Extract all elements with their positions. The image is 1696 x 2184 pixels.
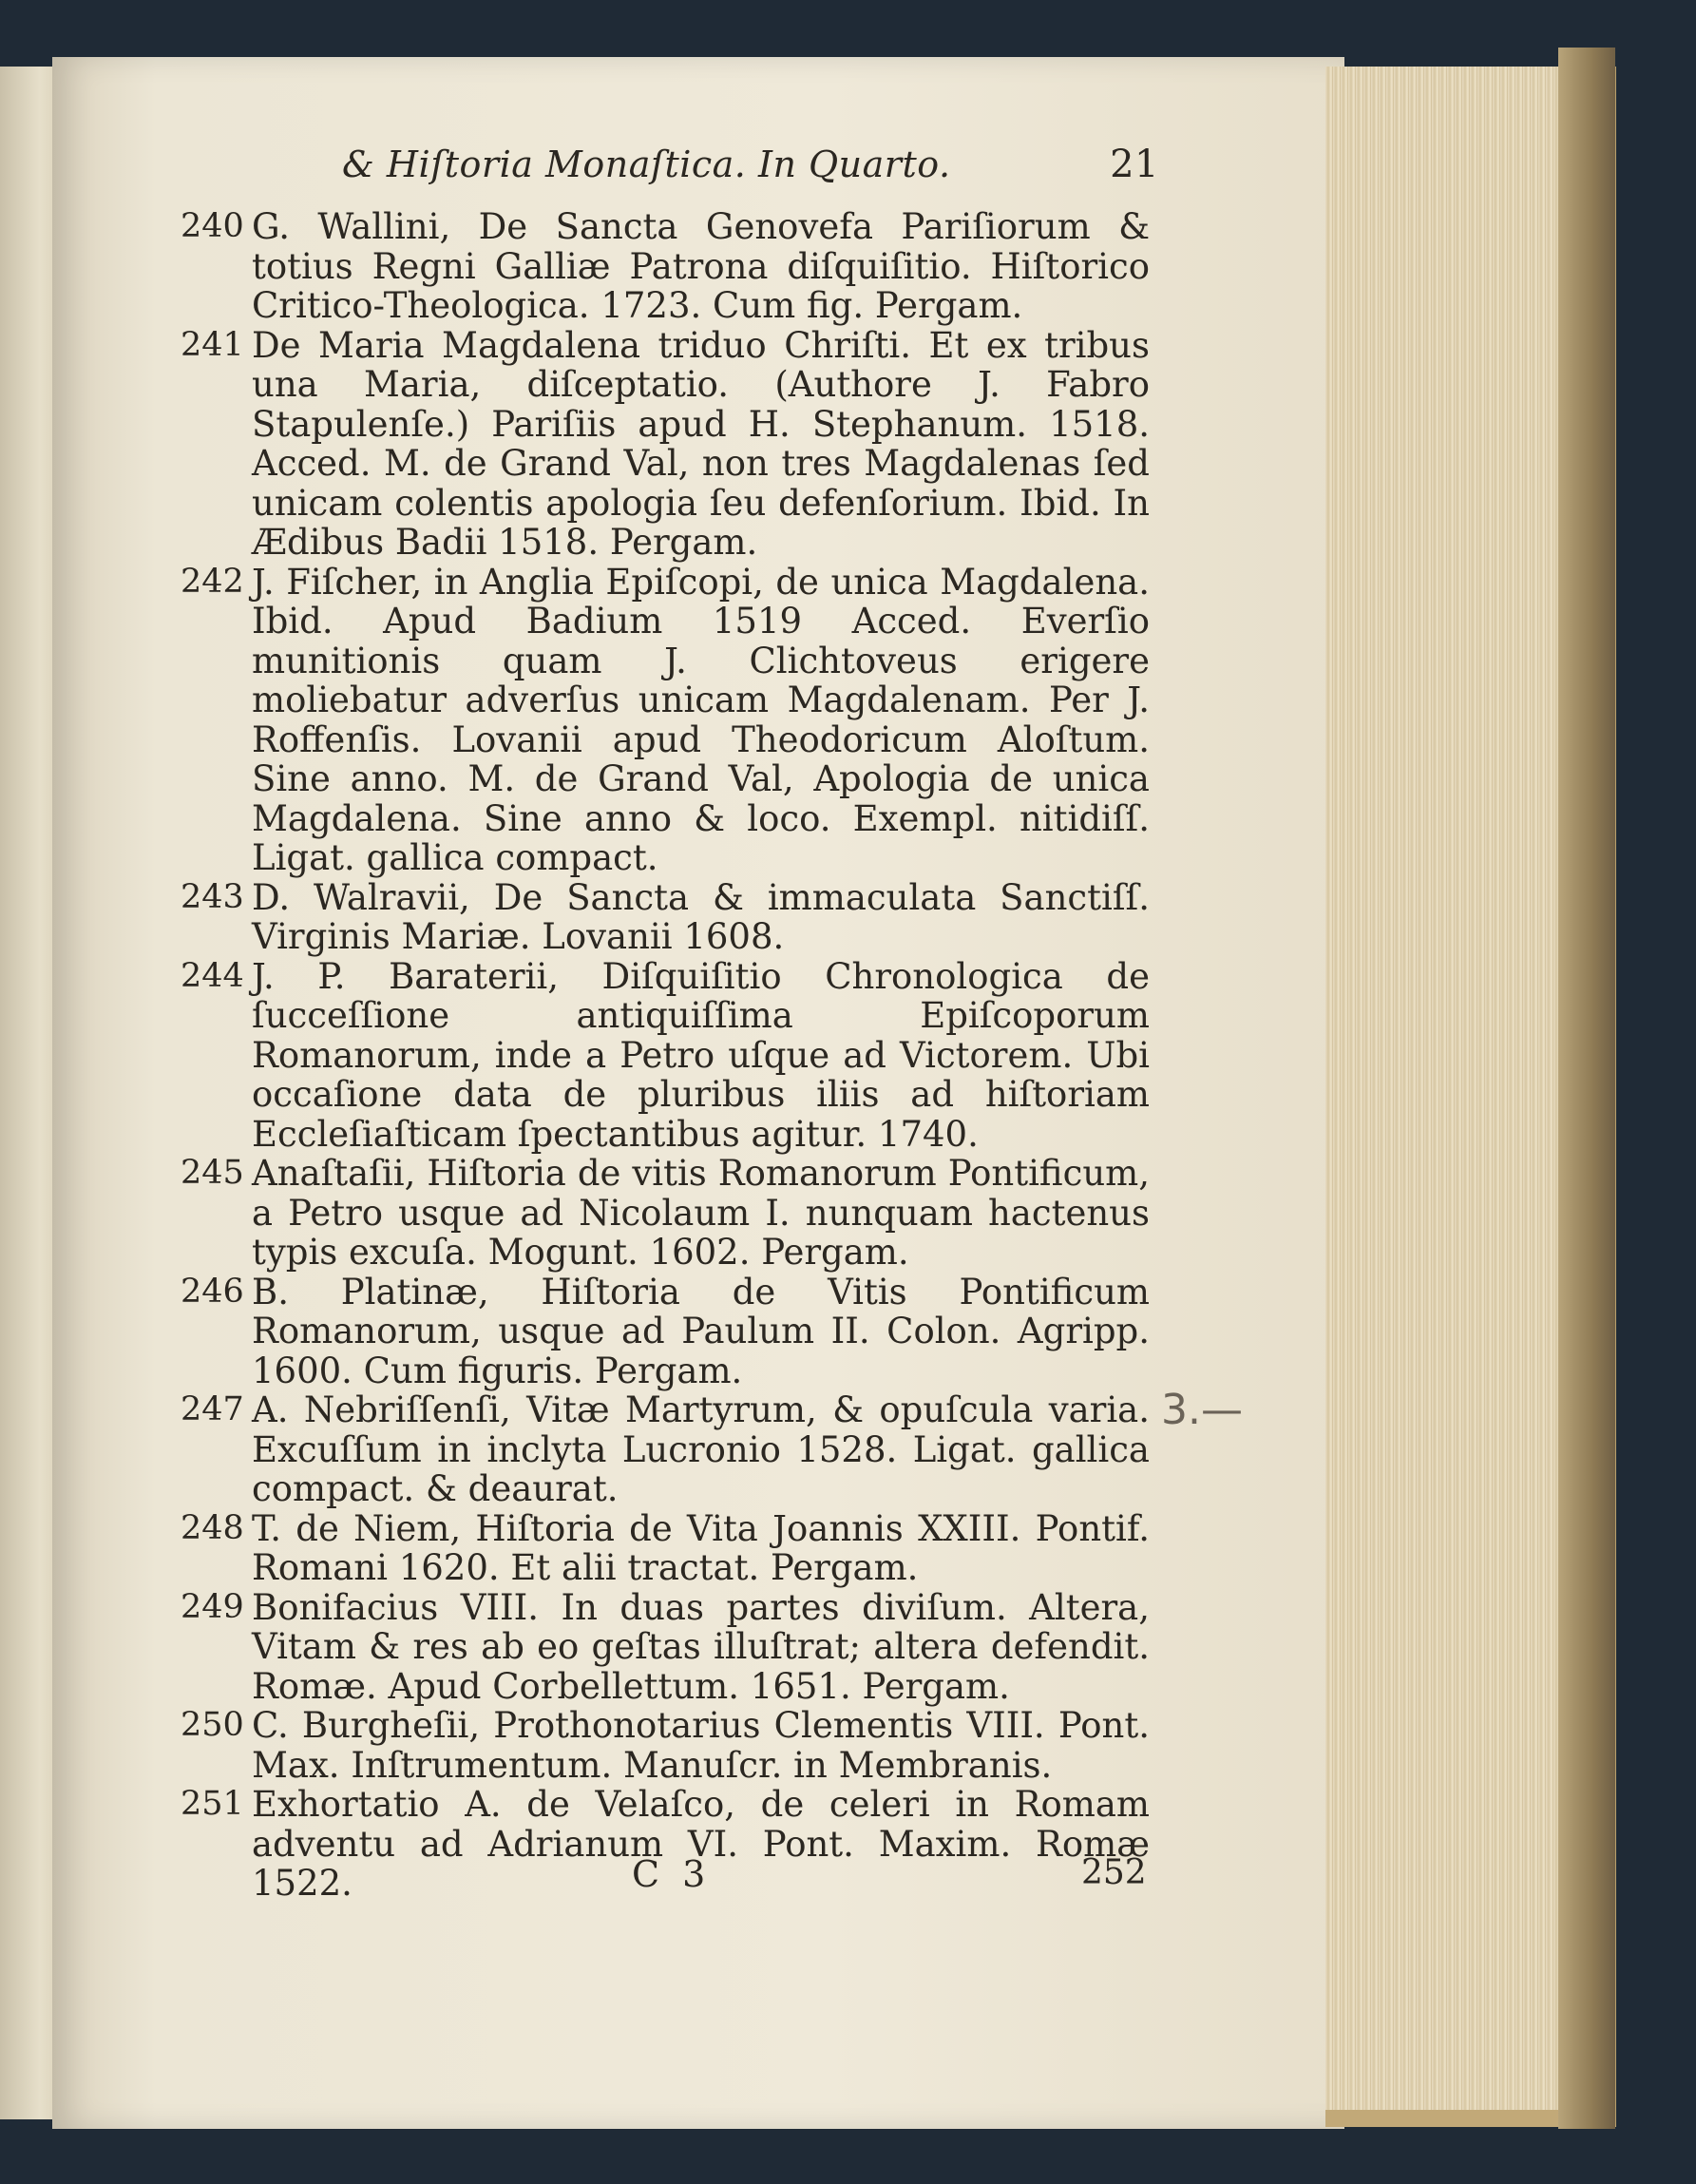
- entry-number: 249: [181, 1587, 244, 1626]
- running-head-title: & Hiſtoria Monaſtica. In Quarto.: [342, 144, 951, 185]
- catchword: 252: [1081, 1853, 1147, 1892]
- entry-number: 243: [181, 877, 244, 916]
- catalogue-entry: [181, 957, 1150, 1155]
- entry-number: 246: [181, 1272, 244, 1311]
- catalogue-entry: [181, 1154, 1150, 1273]
- entry-number: 245: [181, 1154, 244, 1192]
- catalogue-entry: [181, 326, 1150, 563]
- entry-text: Anaſtaſii, Hiſtoria de vitis Romanorum Pontificum, a Petro usque ad Nicolaum I. nunquam hactenus typis excuſa. Mogunt. 1602. Pergam.: [252, 1153, 1150, 1273]
- catalogue-entry: [181, 1509, 1150, 1588]
- entry-number: 250: [181, 1706, 244, 1744]
- catalogue-entries: [181, 207, 1150, 1904]
- entry-number: 244: [181, 956, 244, 995]
- signature-mark: C 3: [632, 1853, 712, 1895]
- entry-number: 251: [181, 1785, 244, 1823]
- book-cover-edge: [1558, 48, 1615, 2129]
- catalogue-entry: [181, 207, 1150, 326]
- entry-number: 247: [181, 1390, 244, 1428]
- entry-text: D. Walravii, De Sancta & immaculata Sanctiſſ. Virginis Mariæ. Lovanii 1608.: [252, 876, 1150, 957]
- catalogue-entry: [181, 563, 1150, 878]
- entry-text: G. Wallini, De Sancta Genovefa Pariſiorum & totius Regni Galliæ Patrona diſquiſitio. Hiſtorico Critico-Theologica. 1723. Cum fig. Pergam.: [252, 206, 1150, 326]
- catalogue-entry: [181, 1706, 1150, 1785]
- entry-number: 242: [181, 562, 244, 601]
- entry-text: De Maria Magdalena triduo Chriſti. Et ex tribus una Maria, diſceptatio. (Authore J. Fabro Stapulenſe.) Pariſiis apud H. Stephanum. 1518. Acced. M. de Grand Val, non tres Magdalenas ſed unicam colentis apologia ſeu defenſorium. Ibid. In Ædibus Badii 1518. Pergam.: [252, 324, 1150, 563]
- entry-text: T. de Niem, Hiſtoria de Vita Joannis XXIII. Pontif. Romani 1620. Et alii tractat. Pergam.: [252, 1507, 1150, 1588]
- entry-text: J. P. Baraterii, Diſquiſitio Chronologica de ſucceſſione antiquiſſima Epiſcoporum Romanorum, inde a Petro uſque ad Victorem. Ubi occaſione data de pluribus iliis ad hiſtoriam Eccleſiaſticam ſpectantibus agitur. 1740.: [252, 955, 1150, 1155]
- entry-text: B. Platinæ, Hiſtoria de Vitis Pontificum Romanorum, usque ad Paulum II. Colon. Agripp. 1600. Cum figuris. Pergam.: [252, 1271, 1150, 1391]
- entry-text: J. Fiſcher, in Anglia Epiſcopi, de unica Magdalena. Ibid. Apud Badium 1519 Acced. Everſio munitionis quam J. Clichtoveus erigere moliebatur adverſus unicam Magdalenam. Per J. Roffenſis. Lovanii apud Theodoricum Aloſtum. Sine anno. M. de Grand Val, Apologia de unica Magdalena. Sine anno & loco. Exempl. nitidiſſ. Ligat. gallica compact.: [252, 561, 1150, 878]
- entry-text: Bonifacius VIII. In duas partes diviſum. Altera, Vitam & res ab eo geſtas illuſtrat; altera defendit. Romæ. Apud Corbellettum. 1651. Pergam.: [252, 1586, 1150, 1707]
- entry-number: 241: [181, 325, 244, 364]
- page-number: 21: [1110, 143, 1159, 186]
- entry-number: 240: [181, 207, 244, 245]
- catalogue-entry: [181, 878, 1150, 957]
- margin-annotation: 3.—: [1161, 1386, 1243, 1434]
- facing-page-edge: [0, 67, 57, 2119]
- entry-text: A. Nebriſſenſi, Vitæ Martyrum, & opuſcula varia. Excuſſum in inclyta Lucronio 1528. Ligat. gallica compact. & deaurat.: [252, 1389, 1150, 1509]
- entry-number: 248: [181, 1508, 244, 1547]
- catalogue-entry: [181, 1588, 1150, 1707]
- catalogue-entry: [181, 1390, 1150, 1509]
- catalogue-entry: [181, 1273, 1150, 1391]
- running-head: [342, 143, 1159, 186]
- entry-text: Exhortatio A. de Velaſco, de celeri in Romam adventu ad Adrianum VI. Pont. Maxim. Romæ 1522.: [252, 1784, 1150, 1904]
- entry-text: C. Burgheſii, Prothonotarius Clementis VIII. Pont. Max. Inſtrumentum. Manuſcr. in Membranis.: [252, 1705, 1150, 1786]
